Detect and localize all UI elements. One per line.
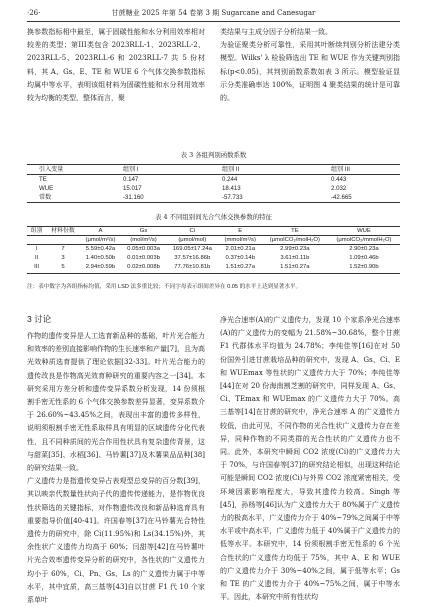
table-cell: 1.51±0.27a bbox=[225, 264, 255, 271]
table-row bbox=[27, 184, 400, 193]
table-cell: 169.05±17.24a bbox=[172, 246, 212, 253]
table3-col-header: 组别 I bbox=[123, 166, 139, 173]
table-cell: 1.09±0.46b bbox=[349, 255, 379, 262]
table-cell: 常数 bbox=[39, 194, 52, 201]
table-cell: -57.733 bbox=[222, 194, 243, 201]
left-column-body: 作物的遗传变异是人工选育新品种的基础，叶片光合能力和效率的差别直接影响作物的生长速率和产量[7]，且为高光效种质选育提供了理论依据[32-33]。叶片光合能力的遗传改良是作物高光效育种研究的重要内容之一[34]。本研究采用方差分析和遗传变异系数分析发现，14 份须根割手密无性系的 6 个气体交换参数差异显著，变异系数介于 26.60%~43.45%之间，表现出丰富的遗传多样性，说明须根割手密无性系取样具有明显的区域遗传分化代表性，且不同种质间的光合作用性状具有复杂遗传背景，这与甜菜[35]、水稻[36]、马铃薯[37]及木薯果品品种[38]的研究结果一致。 广义遗传力是指遗传变异占表观型总变异的百分数[39]，其以映亲代数量性状向子代的遗传传递能力，是作物优良性状筛选的关键指标，对作物遗传改良和新品种选育具有重要指导价值[40-41]。许国春等[37]在马铃薯光合特性遗传力的研究中，除 Ci(11.95%)和 Ls(34.15%)外，其余性状广义遗传力均高于 60%；闫甜等[42]在马铃薯叶片光合效率遗传变异分析的研究中，各性状的广义遗传力均小于 60%，Ci、Pn、Gs、Ls 的广义遗传力属于中等水平，其中宜质，高三基等[43]自以甘蔗 F1 代 10 个家系单叶 bbox=[27, 332, 205, 605]
table-cell: I bbox=[35, 246, 38, 253]
table4-col-header: A bbox=[98, 228, 103, 234]
table-row bbox=[27, 254, 400, 263]
table-cell: 2.01±0.21a bbox=[225, 246, 255, 253]
table-row bbox=[27, 263, 400, 273]
table-cell: 15.017 bbox=[123, 185, 142, 192]
table-cell: 37.57±16.86b bbox=[174, 255, 211, 262]
table4-col-header: TE bbox=[291, 228, 299, 234]
table-cell: 5.59±0.42a bbox=[85, 246, 116, 253]
running-header bbox=[27, 8, 400, 19]
table4-unit bbox=[46, 236, 80, 245]
table-cell: TE bbox=[39, 176, 47, 183]
table-row bbox=[27, 193, 400, 203]
table-cell: 0.244 bbox=[222, 176, 238, 183]
table4-col-header: Gs bbox=[139, 228, 148, 234]
table-cell: II bbox=[34, 255, 39, 262]
table-cell: -31.160 bbox=[123, 194, 144, 201]
table-cell: 0.443 bbox=[331, 176, 347, 183]
journal-title: 甘蔗糖业 2025 年第 54 卷第 3 期 Sugarcane and Canesugar bbox=[111, 9, 316, 17]
section-heading: 3 讨论 bbox=[27, 314, 52, 324]
table-cell: 1.51±0.27a bbox=[280, 264, 310, 271]
table-cell: 0.01±0.003b bbox=[127, 255, 160, 262]
table-cell: 2.032 bbox=[331, 185, 347, 192]
table-cell: 18.413 bbox=[222, 185, 241, 192]
right-column-body: 净光合速率(A)的广义遗传力，发现 10 个家系净光合速率(A)的广义遗传力的变幅为 21.58%~30.68%，整个甘蔗 F1 代群体水平均值为 24.78%；李纯佳等[16]在对 50 份国外引进甘蔗栽培品种的研究中，发现 A、Gs、Ci、E 和 WUEmax 等性状的广义遗传力大于 70%；李纯佳等[44]在对 20 份海南割芝割的研究中，同样发现 A、Gs、Ci、TEmax 和 WUEmax 的广义遗传力大于 70%。高三基等[14]在甘蔗的研究中，净光合速率 A 的广义遗传力较低，由此可见，不同作物的光合性状广义遗传力存在差异，同种作物的不同类群的光合性状的广义遗传力也不同。此外，本研究中瞬间 CO2 浓度(Ci)的广义遗传力大于 70%，与许国春等[37]的研究结论相似，出现这种结论可能是瞬间 CO2 浓度(Ci)与外界 CO2 浓度紧密相关，受环境因素影响程度大，导致其遗传力较高。Singh 等[45]，孙杨等[46]认为广义遗传力大于 80%属于广义遗传力的极高水平，广义遗传力介于 40%~79%之间属于中等水平或中高水平，广义遗传力低于 40%属于广义遗传力的低等水平。本研究中，14 份须根割手密无性系的 6 个光合性状的广义遗传力均低于 75%，其中 A、E 和 WUE 的广义遗传力介于 30%~40%之间，属于低等水平；Gs 和 TE 的广义遗传力介于 40%~75%之间，属于中等水平。因此，本研究中所有性状均 bbox=[220, 316, 400, 602]
page-number: ·26· bbox=[27, 9, 41, 17]
table4-col-header: E bbox=[238, 228, 243, 234]
table3-col-header: 组别 III bbox=[331, 166, 350, 173]
table4-unit: (μmolCO₂/molH₂O) bbox=[269, 237, 320, 243]
table-cell: WUE bbox=[39, 185, 54, 192]
table4-note: 注：表中数字为各组指标均值，采用 LSD 法多重比较；不同字母表示组间差异在 0.05 的水平上达到显著水平。 bbox=[27, 284, 302, 290]
table-cell: 1.52±0.90b bbox=[349, 264, 379, 271]
table-cell: 0.02±0.008b bbox=[127, 264, 160, 271]
table4-unit: (μmol/m²/s) bbox=[85, 237, 116, 243]
table4-col-header: WUE bbox=[357, 228, 371, 234]
table4-unit: (μmol/mol) bbox=[178, 237, 207, 243]
table-cell: 77.76±10.81b bbox=[174, 264, 211, 271]
table-cell: 2.90±0.23a bbox=[349, 246, 379, 253]
table-cell: 0.05±0.003a bbox=[127, 246, 160, 253]
table-4 bbox=[27, 226, 400, 274]
top-right-paragraph: 类结果与主成分因子分析结果一致。 为验证聚类分析可靠性，采用其叶断续判别分析法建分类模型。Wilks' λ 检验筛选出 TE 和 WUE 作为关键判别指标(p<0.05)，其判别函数系数如表 3 所示。模型验证显示分类准确率达 100%，证明图 4 聚类结果的统计是可靠的。 bbox=[220, 28, 400, 103]
table-cell: 1.40±0.50b bbox=[85, 255, 116, 262]
header-rule bbox=[27, 21, 400, 22]
table-cell: 0.37±0.14b bbox=[225, 255, 255, 262]
table-row bbox=[27, 245, 400, 255]
table4-col-header: 材料份数 bbox=[51, 228, 75, 234]
table4-unit: (μmolCO₂/mmolH₂O) bbox=[336, 237, 392, 243]
table-cell: 0.147 bbox=[123, 176, 139, 183]
table-cell: 2.94±0.59b bbox=[85, 264, 116, 271]
table-cell: 3.61±0.11b bbox=[280, 255, 310, 262]
table4-col-header: Ci bbox=[189, 228, 196, 234]
table-cell: 3 bbox=[61, 255, 65, 262]
table4-unit: (mmol/m²/s) bbox=[224, 237, 256, 243]
table4-caption: 表 4 不同组别间光合气体交换参数的特征 bbox=[155, 213, 272, 221]
table3-col-header: 组别 II bbox=[222, 166, 240, 173]
table-cell: 2.99±0.23a bbox=[280, 246, 310, 253]
table-cell: -42.665 bbox=[331, 194, 352, 201]
top-left-paragraph: 换参数指标相中最至，属于固碳性能和水分利用效率相对较差的类型；第III类包含 2023RLL-1、2023RLL-2、2023RLL-5、2023RLL-6 和 2023RLL-7 共 5 份材料，其 A、Gs、E、TE 和 WUE 6 个气体交换参数指标均属中等水平，表明该组材料为固碳性能和水分利用效率较为均衡的类型，整体而言，聚 bbox=[27, 28, 205, 103]
table4-col-header: 组别 bbox=[30, 228, 43, 234]
table3-col-header: 引入变量 bbox=[39, 166, 64, 173]
table4-unit bbox=[27, 236, 46, 245]
table-row bbox=[27, 175, 400, 185]
table-cell: 5 bbox=[61, 264, 65, 271]
table-3 bbox=[27, 164, 400, 203]
table3-caption: 表 3 各组判别函数系数 bbox=[180, 151, 247, 159]
table-cell: III bbox=[34, 264, 40, 271]
table4-unit: (mol/m²/s) bbox=[130, 237, 157, 243]
table-cell: 7 bbox=[61, 246, 65, 253]
